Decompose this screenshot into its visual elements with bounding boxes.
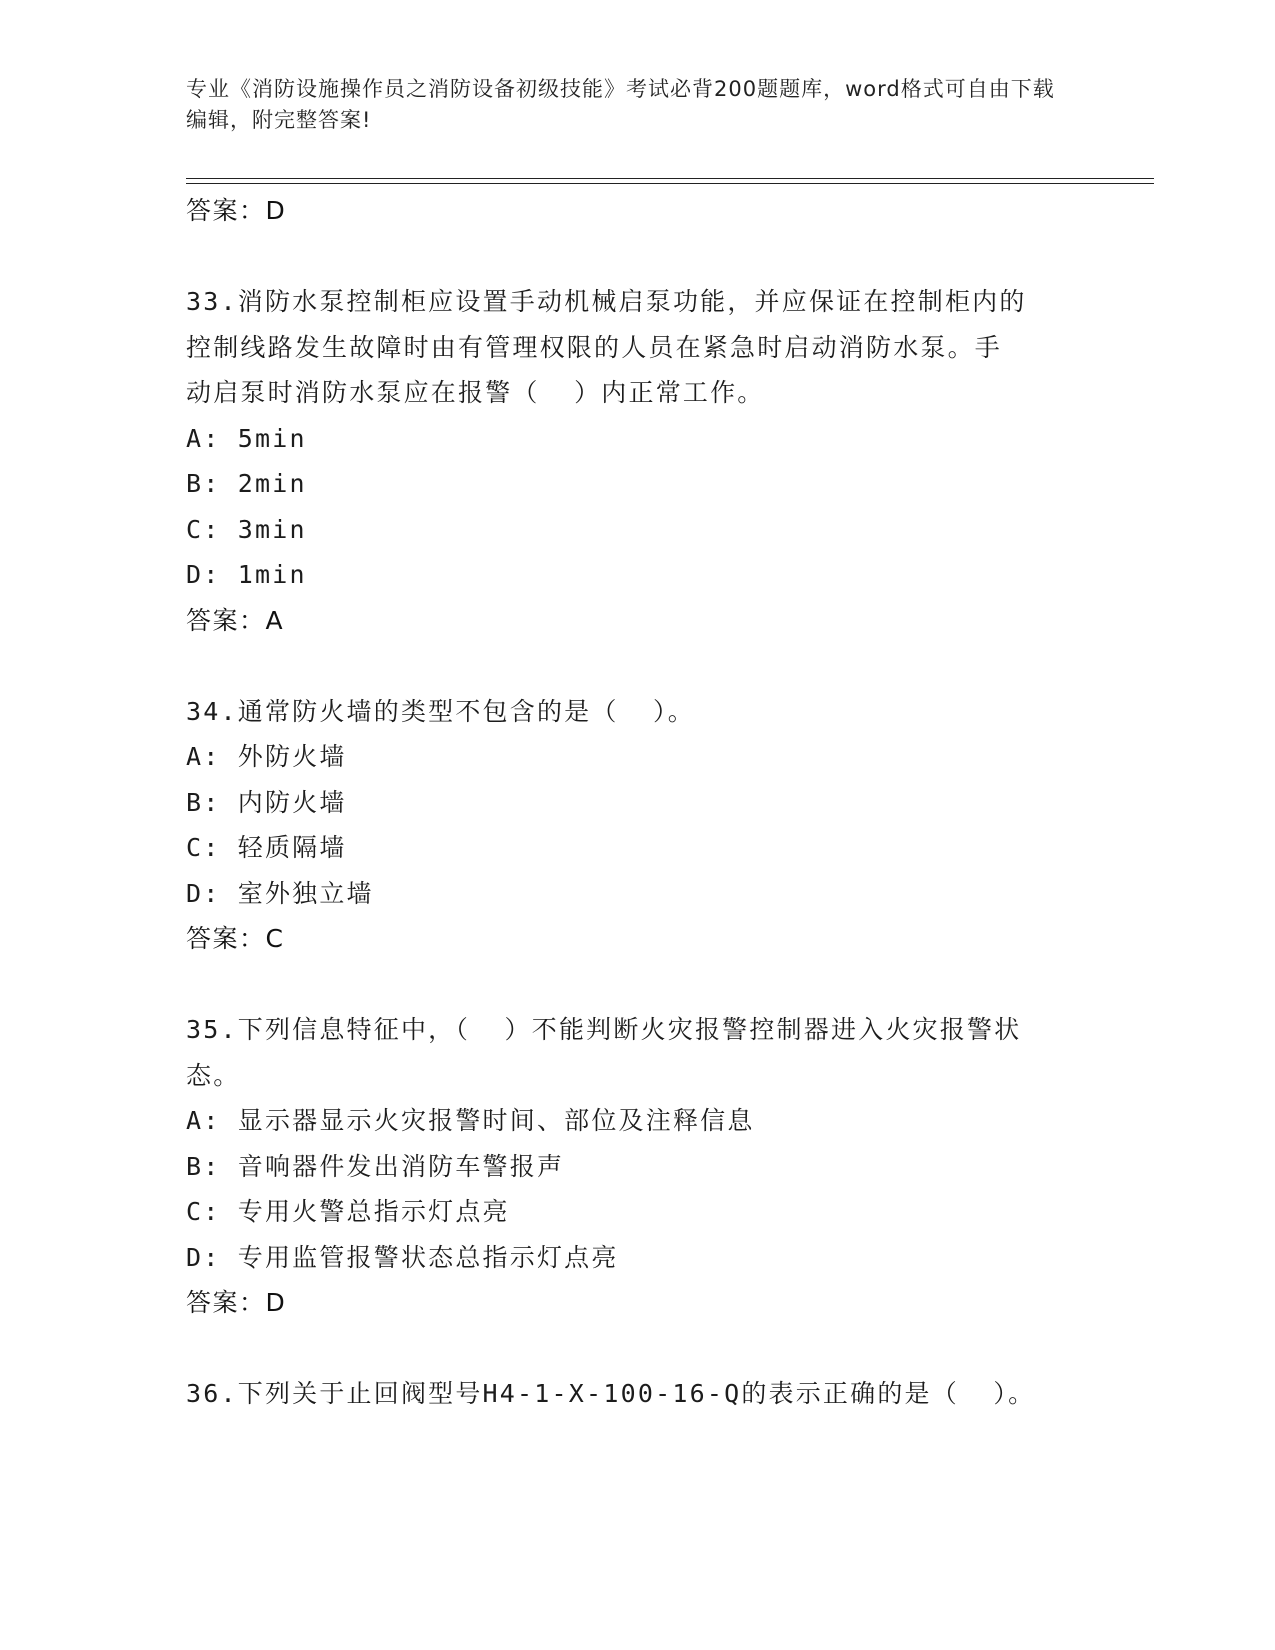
question-text-line: 动启泵时消防水泵应在报警（ ）内正常工作。 — [186, 378, 765, 407]
option-line: A: 5min — [186, 423, 307, 453]
question-text-line: 34.通常防火墙的类型不包含的是（ ）。 — [186, 696, 695, 726]
question-text-line: 控制线路发生故障时由有管理权限的人员在紧急时启动消防水泵。手 — [186, 332, 1003, 362]
option-line: B: 音响器件发出消防车警报声 — [186, 1151, 565, 1181]
question-text-line: 33.消防水泵控制柜应设置手动机械启泵功能，并应保证在控制柜内的 — [186, 287, 1027, 316]
spacer — [186, 643, 1086, 689]
header-rule-top — [186, 178, 1154, 179]
answer-line: 答案：A — [186, 605, 285, 635]
option-line: D: 专用监管报警状态总指示灯点亮 — [186, 1242, 619, 1272]
spacer — [186, 962, 1086, 1008]
option-line: D: 1min — [186, 560, 307, 589]
option-line: C: 专用火警总指示灯点亮 — [186, 1197, 510, 1226]
question-content — [186, 188, 1086, 1417]
answer-line: 答案：D — [186, 1288, 287, 1317]
option-line: A: 显示器显示火灾报警时间、部位及注释信息 — [186, 1106, 755, 1135]
question-text-line: 35.下列信息特征中，（ ）不能判断火灾报警控制器进入火灾报警状 — [186, 1015, 1022, 1044]
answer-line: 答案：C — [186, 924, 285, 953]
option-line: B: 2min — [186, 469, 307, 498]
option-line: D: 室外独立墙 — [186, 878, 374, 908]
question-text-line: 36.下列关于止回阀型号H4-1-X-100-16-Q的表示正确的是（ ）。 — [186, 1379, 1036, 1408]
spacer — [186, 234, 1086, 280]
option-line: C: 轻质隔墙 — [186, 833, 347, 862]
option-line: B: 内防火墙 — [186, 787, 347, 817]
header-rule-bottom — [186, 183, 1154, 184]
option-line: A: 外防火墙 — [186, 742, 347, 771]
answer-line: 答案：D — [186, 196, 287, 225]
spacer — [186, 1326, 1086, 1372]
option-line: C: 3min — [186, 514, 307, 544]
page-header: 专业《消防设施操作员之消防设备初级技能》考试必背200题题库，word格式可自由下载编辑，附完整答案! — [186, 77, 1055, 132]
question-text-line: 态。 — [186, 1060, 241, 1090]
